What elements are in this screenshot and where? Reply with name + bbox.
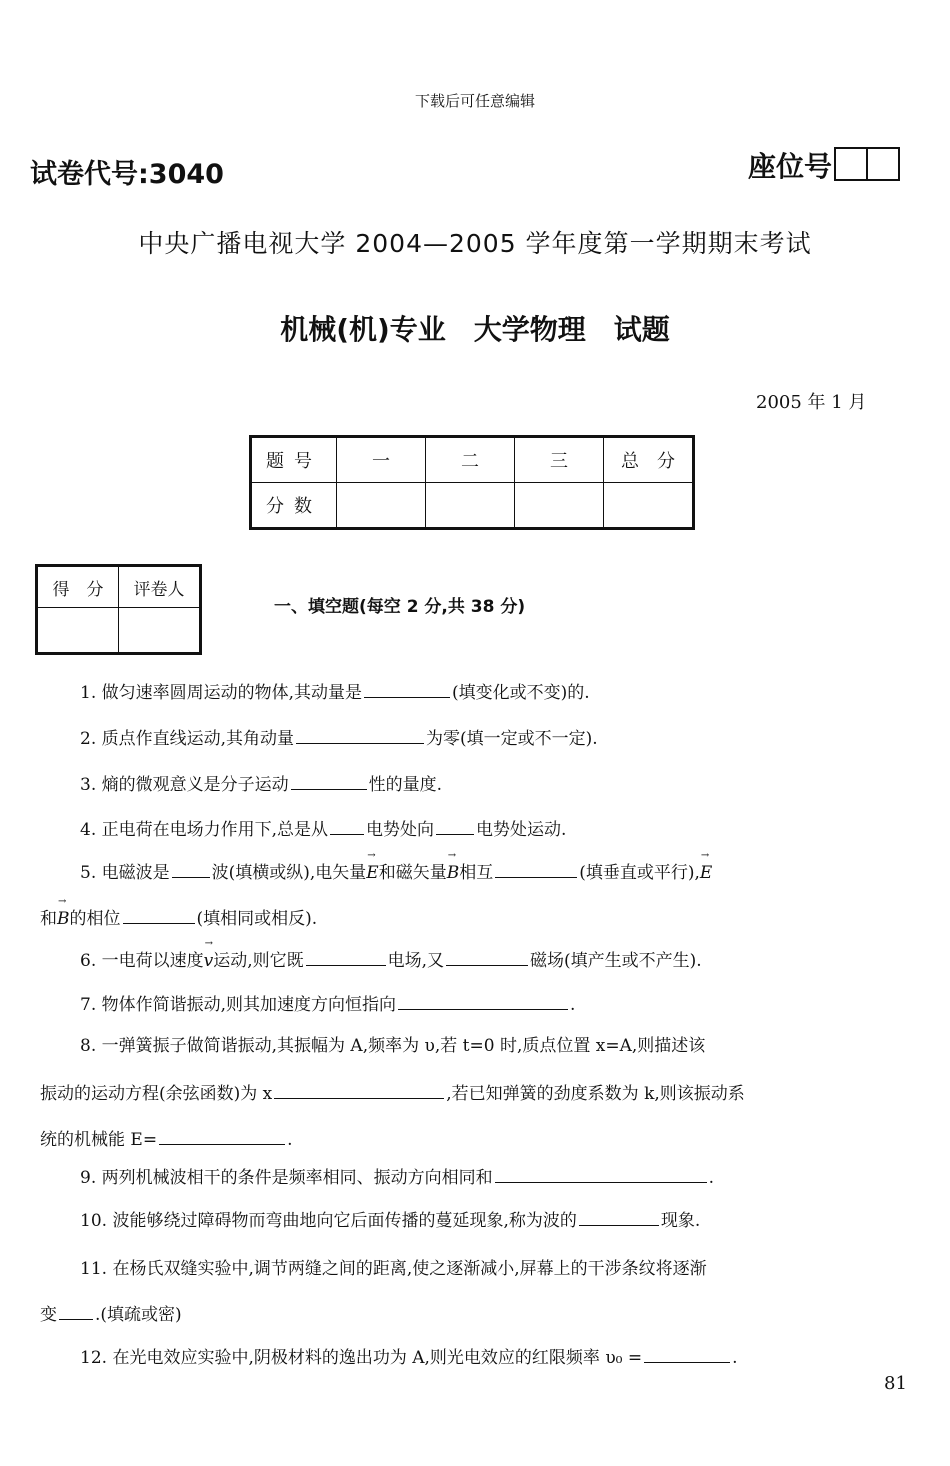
seat-boxes (834, 147, 900, 181)
vector-e-symbol: → E (700, 863, 712, 883)
answer-blank[interactable] (159, 1126, 285, 1145)
question-3: 3. 熵的微观意义是分子运动 性的量度. (80, 770, 442, 795)
exam-title: 中央广播电视大学 2004—2005 学年度第一学期期末考试 (138, 229, 812, 258)
subject-title: 机械(机)专业 大学物理 试题 (280, 313, 670, 346)
paper-code: 试卷代号:3040 (30, 159, 224, 190)
answer-blank[interactable] (495, 1164, 707, 1183)
exam-date: 2005 年 1 月 (756, 392, 867, 413)
question-1: 1. 做匀速率圆周运动的物体,其动量是 (填变化或不变)的. (80, 678, 590, 703)
grader-table (35, 564, 202, 655)
grader-name-cell[interactable] (119, 608, 201, 654)
score-header-cell: 一 (337, 437, 426, 483)
question-10: 10. 波能够绕过障碍物而弯曲地向它后面传播的蔓延现象,称为波的 现象. (80, 1206, 700, 1231)
question-8-line-2: 振动的运动方程(余弦函数)为 x ,若已知弹簧的劲度系数为 k,则该振动系 (40, 1079, 745, 1104)
question-2: 2. 质点作直线运动,其角动量 为零(填一定或不一定). (80, 724, 598, 749)
answer-blank[interactable] (644, 1344, 730, 1363)
question-11: 11. 在杨氏双缝实验中,调节两缝之间的距离,使之逐渐减小,屏幕上的干涉条纹将逐渐 (80, 1259, 707, 1279)
velocity-symbol: → v (204, 951, 214, 971)
score-cell[interactable] (515, 483, 604, 529)
vector-b-symbol: → B (57, 909, 70, 929)
question-9: 9. 两列机械波相干的条件是频率相同、振动方向相同和 . (80, 1163, 714, 1188)
answer-blank[interactable] (495, 859, 577, 878)
score-header-cell: 二 (426, 437, 515, 483)
grader-header-row (37, 566, 201, 608)
section-title: 一、填空题(每空 2 分,共 38 分) (274, 597, 526, 617)
answer-blank[interactable] (364, 679, 450, 698)
vector-e-symbol: → E (366, 863, 378, 883)
score-table-value-row (251, 483, 694, 529)
grader-score-cell[interactable] (37, 608, 119, 654)
vector-b-symbol: → B (447, 863, 460, 883)
score-header-cell: 题号 (251, 437, 337, 483)
question-6: 6. 一电荷以速度→ v运动,则它既 电场,又 磁场(填产生或不产生). (80, 946, 702, 971)
question-8-line-3: 统的机械能 E= . (40, 1125, 292, 1150)
seat-label: 座位号 (748, 150, 833, 183)
answer-blank[interactable] (59, 1301, 93, 1320)
answer-blank[interactable] (306, 947, 386, 966)
seat-box[interactable] (836, 149, 866, 179)
question-8: 8. 一弹簧振子做简谐振动,其振幅为 A,频率为 υ,若 t=0 时,质点位置 x=A,则描述该 (80, 1036, 706, 1056)
question-7: 7. 物体作简谐振动,则其加速度方向恒指向 . (80, 990, 575, 1015)
answer-blank[interactable] (291, 771, 367, 790)
score-cell[interactable] (337, 483, 426, 529)
page-number: 81 (884, 1373, 907, 1394)
seat-number (748, 145, 900, 185)
seat-box[interactable] (866, 149, 898, 179)
answer-blank[interactable] (172, 859, 210, 878)
answer-blank[interactable] (274, 1080, 444, 1099)
question-11-line-2: 变 .(填疏或密) (40, 1300, 182, 1325)
answer-blank[interactable] (296, 725, 424, 744)
answer-blank[interactable] (398, 991, 568, 1010)
score-cell[interactable] (604, 483, 694, 529)
score-table (249, 435, 695, 530)
question-4: 4. 正电荷在电场力作用下,总是从 电势处向 电势处运动. (80, 815, 566, 840)
answer-blank[interactable] (330, 816, 364, 835)
question-5-line-2: 和→ B的相位 (填相同或相反). (40, 904, 317, 929)
answer-blank[interactable] (446, 947, 528, 966)
score-row-label: 分数 (251, 483, 337, 529)
score-table-header-row (251, 437, 694, 483)
score-header-cell: 总 分 (604, 437, 694, 483)
score-cell[interactable] (426, 483, 515, 529)
answer-blank[interactable] (579, 1207, 659, 1226)
grader-name-label: 评卷人 (119, 566, 201, 608)
edit-note: 下载后可任意编辑 (414, 92, 535, 110)
answer-blank[interactable] (123, 905, 195, 924)
question-5: 5. 电磁波是 波(填横或纵),电矢量→ E和磁矢量→ B相互 (填垂直或平行),→ E (80, 858, 712, 883)
grader-value-row (37, 608, 201, 654)
question-12: 12. 在光电效应实验中,阴极材料的逸出功为 A,则光电效应的红限频率 υ₀ = . (80, 1343, 738, 1368)
grader-score-label: 得 分 (37, 566, 119, 608)
score-header-cell: 三 (515, 437, 604, 483)
answer-blank[interactable] (436, 816, 474, 835)
